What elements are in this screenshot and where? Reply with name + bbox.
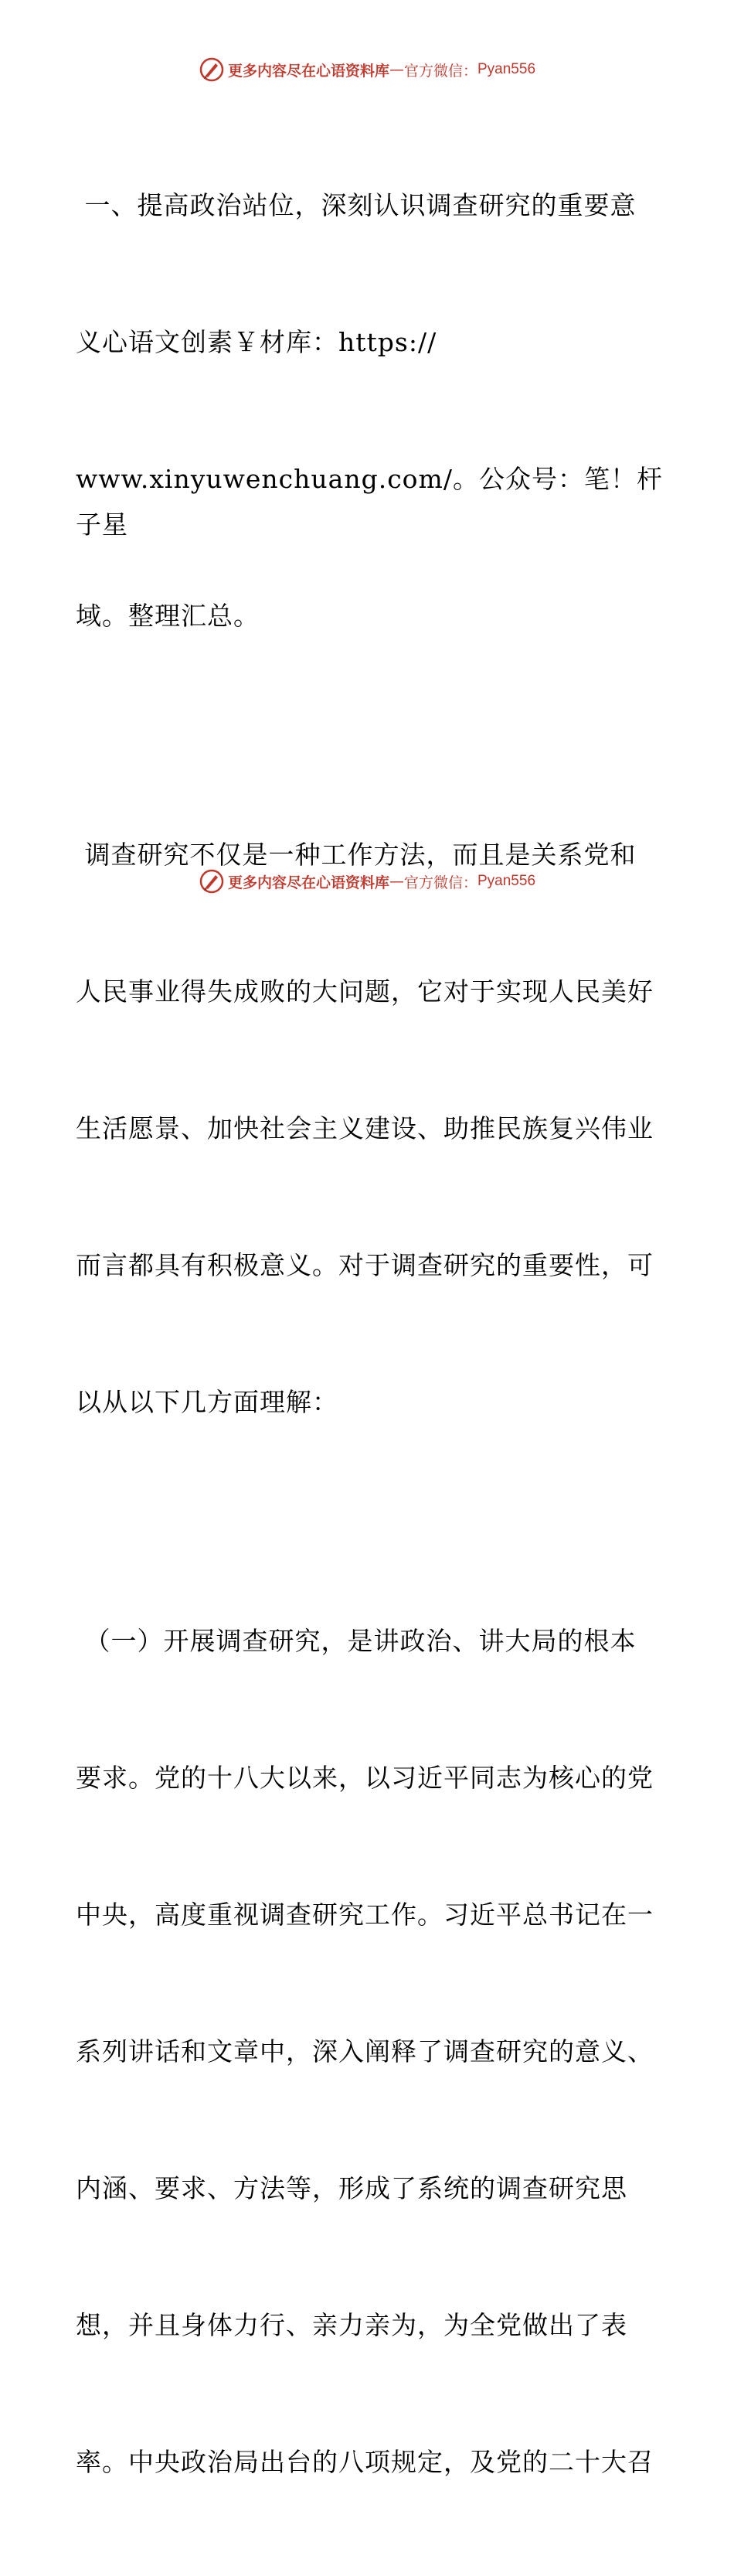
text-line: 系列讲话和文章中，深入阐释了调查研究的意义、 [76,2036,654,2067]
text-line: 想，并且身体力行、亲力亲为，为全党做出了表 [76,2310,627,2340]
banner-slogan: 更多内容尽在心语资料库 [227,62,389,80]
banner-dash: — [389,873,404,890]
footer-banner [0,866,734,897]
text-line: 义心语文创素￥材库：https:// [76,327,437,357]
banner-wechat-id: Pyan556 [477,61,536,77]
quill-logo-icon [199,868,225,894]
text-line: 调查研究不仅是一种工作方法，而且是关系党和 [76,840,637,870]
text-line: 中央，高度重视调查研究工作。习近平总书记在一 [76,1900,654,1930]
paragraph-section-one [76,1527,663,2576]
header-banner [0,54,734,85]
text-line: 内涵、要求、方法等，形成了系统的调查研究思 [76,2173,627,2203]
text-line: （一）开展调查研究，是讲政治、讲大局的根本 [76,1626,637,1656]
text-line: www.xinyuwenchuang.com/。公众号：笔！杆子星 [76,464,663,540]
text-line: 率。中央政治局出台的八项规定，及党的二十大召 [76,2447,654,2477]
banner-dash: — [389,61,404,78]
banner-wechat-label: 官方微信： [403,874,477,891]
text-line: 生活愿景、加快社会主义建设、助推民族复兴伟业 [76,1113,654,1143]
text-line: 以从以下几方面理解： [76,1387,338,1417]
text-line: 一、提高政治站位，深刻认识调查研究的重要意 [76,190,637,220]
quill-logo-icon [199,56,225,83]
paragraph-intro [76,741,663,1516]
text-line: 域。整理汇总。 [76,601,260,631]
banner-wechat-id: Pyan556 [477,873,536,889]
text-line: 人民事业得失成败的大问题，它对于实现人民美好 [76,976,654,1007]
text-line: 要求。党的十八大以来，以习近平同志为核心的党 [76,1763,654,1793]
paragraph-heading-one [76,91,663,730]
banner-slogan: 更多内容尽在心语资料库 [227,874,389,891]
banner-wechat-label: 官方微信： [403,62,477,80]
text-line: 而言都具有积极意义。对于调查研究的重要性，可 [76,1250,654,1280]
document-body [76,91,663,2576]
